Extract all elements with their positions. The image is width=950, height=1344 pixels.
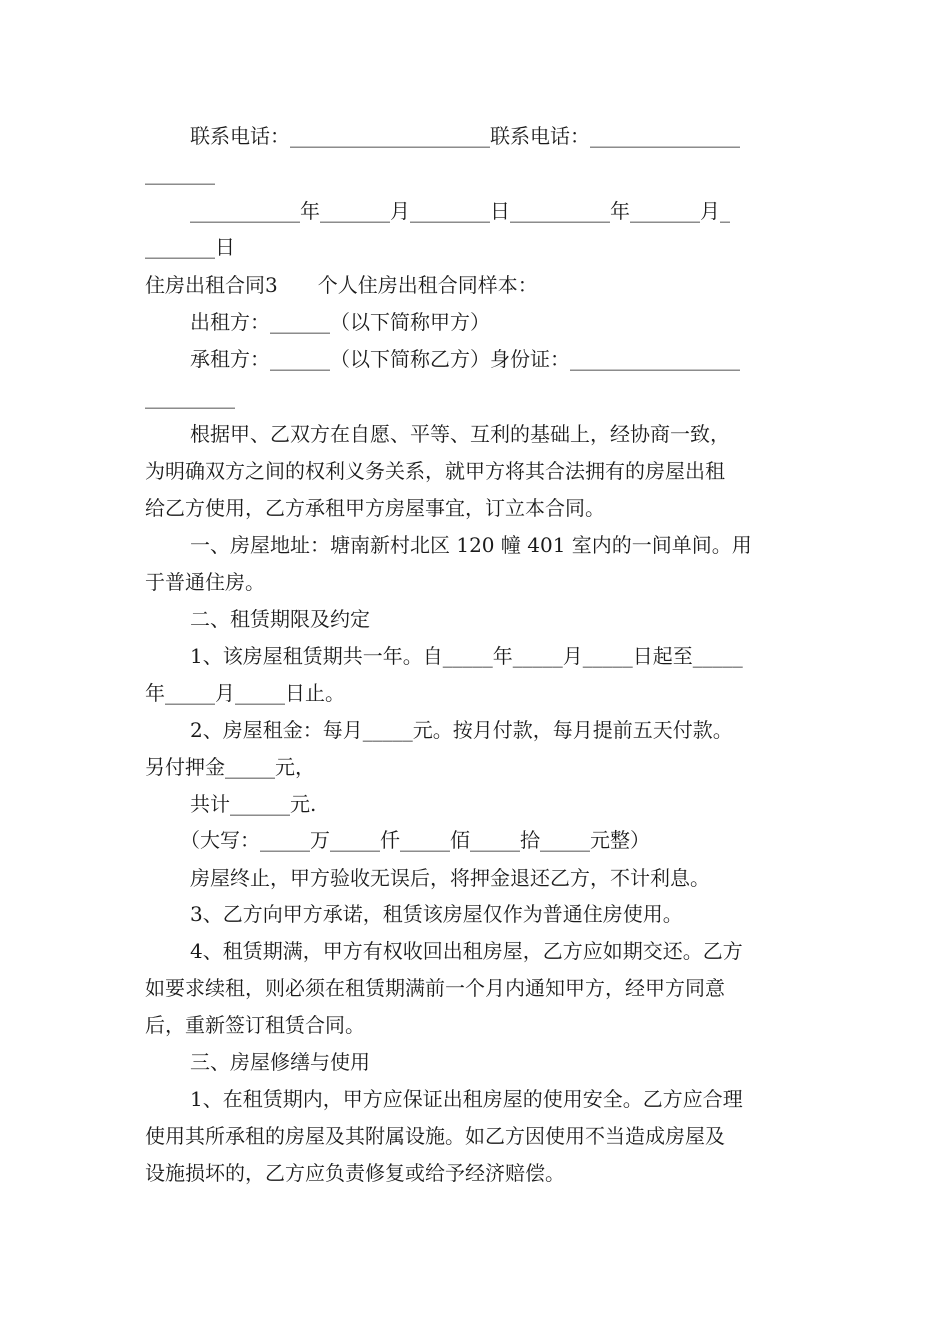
text-line: _______日 xyxy=(145,235,235,259)
paragraph-line: 给乙方使用，乙方承租甲方房屋事宜，订立本合同。 xyxy=(145,496,605,520)
paragraph-line: 1、在租赁期内，甲方应保证出租房屋的使用安全。乙方应合理 xyxy=(190,1087,743,1111)
contract-sample-title: 个人住房出租合同样本： xyxy=(317,273,538,297)
contract-number-title: 住房出租合同3 xyxy=(145,273,278,297)
clause-heading: 二、租赁期限及约定 xyxy=(190,607,370,631)
paragraph-line: 一、房屋地址：塘南新村北区 120 幢 401 室内的一间单间。用 xyxy=(190,533,752,557)
paragraph-line: 4、租赁期满，甲方有权收回出租房屋，乙方应如期交还。乙方 xyxy=(190,939,743,963)
paragraph-line: 2、房屋租金：每月_____元。按月付款，每月提前五天付款。 xyxy=(190,718,733,742)
paragraph-line: 房屋终止，甲方验收无误后，将押金退还乙方，不计利息。 xyxy=(190,866,710,890)
text-line: _________ xyxy=(145,385,235,409)
paragraph-line: 另付押金_____元， xyxy=(145,755,315,779)
lessor-line: 出租方：______（以下简称甲方） xyxy=(190,310,490,334)
paragraph-line: 使用其所承租的房屋及其附属设施。如乙方因使用不当造成房屋及 xyxy=(145,1124,725,1148)
paragraph-line: 为明确双方之间的权利义务关系，就甲方将其合法拥有的房屋出租 xyxy=(145,459,725,483)
text-line: _______ xyxy=(145,161,215,185)
paragraph-line: 1、该房屋租赁期共一年。自_____年_____月_____日起至_____ xyxy=(190,644,743,668)
clause-heading: 三、房屋修缮与使用 xyxy=(190,1050,370,1074)
paragraph-line: 设施损坏的，乙方应负责修复或给予经济赔偿。 xyxy=(145,1161,565,1185)
paragraph-line: 共计______元. xyxy=(190,792,317,816)
paragraph-line: 后，重新签订租赁合同。 xyxy=(145,1013,365,1037)
paragraph-line: 年_____月_____日止。 xyxy=(145,681,345,705)
paragraph-line: 根据甲、乙双方在自愿、平等、互利的基础上，经协商一致， xyxy=(190,422,730,446)
paragraph-line: （大写：_____万_____仟_____佰_____拾_____元整） xyxy=(180,828,650,852)
contact-phone-line: 联系电话：____________________联系电话：_______________ xyxy=(190,124,740,148)
lessee-line: 承租方：______（以下简称乙方）身份证：_________________ xyxy=(190,347,740,371)
section-heading xyxy=(145,267,810,303)
date-line: ___________年_______月________日__________年_______月_ xyxy=(190,199,730,223)
paragraph-line: 3、乙方向甲方承诺，租赁该房屋仅作为普通住房使用。 xyxy=(190,902,683,926)
paragraph-line: 于普通住房。 xyxy=(145,570,265,594)
paragraph-line: 如要求续租，则必须在租赁期满前一个月内通知甲方，经甲方同意 xyxy=(145,976,725,1000)
